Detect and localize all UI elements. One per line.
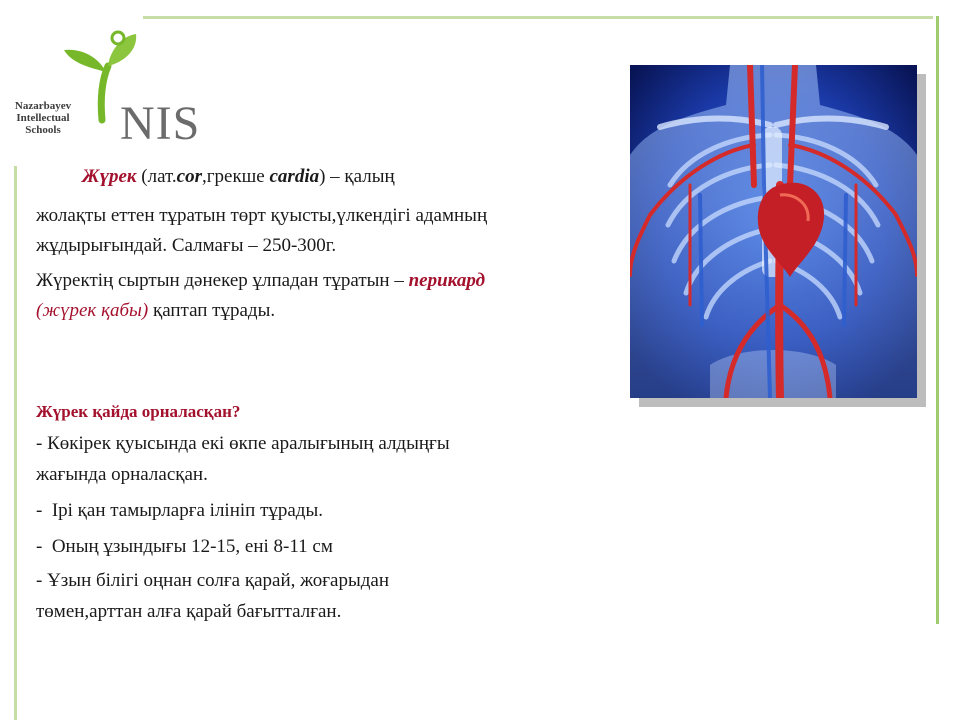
logo-line-3: Schools [25,124,61,136]
nis-logo [0,28,220,150]
intro-line-5: (жүрек қабы) қаптап тұрады. [36,300,276,321]
intro-line-2: жолақты еттен тұратын төрт қуысты,үлкендігі адамның [36,205,488,226]
frame-right-line [936,16,939,624]
frame-top-line [143,16,933,19]
logo-wordmark [8,100,78,136]
greek-term: cardia [269,166,320,187]
list-item: - Ұзын білігі оңнан солға қарай, жоғарыдан [36,570,390,591]
pericard-term: перикард [408,270,486,291]
heart-circulation-illustration [630,65,917,398]
anatomy-svg [630,65,917,398]
latin-term: cor [176,166,202,187]
term-heart: Жүрек [82,166,137,187]
intro-line-3: жұдырығындай. Салмағы – 250-300г. [36,235,337,256]
logo-line-2: Intellectual [16,112,70,124]
list-item: - Оның ұзындығы 12-15, ені 8-11 см [36,536,333,557]
list-item-continuation: төмен,арттан алға қарай бағытталған. [36,601,342,622]
question-heading: Жүрек қайда орналасқан? [36,402,241,421]
pericard-gloss: (жүрек қабы) [36,300,149,321]
logo-nis-mark: NIS [120,97,201,150]
list-item: - Ірі қан тамырларға ілініп тұрады. [36,500,323,521]
list-item-continuation: жағында орналасқан. [36,464,208,485]
logo-line-1: Nazarbayev [14,100,72,112]
frame-left-line [14,166,17,720]
list-item: - Көкірек қуысында екі өкпе аралығының алдыңғы [36,433,450,454]
intro-line-4: Жүректің сыртын дәнекер ұлпадан тұратын – перикард [36,270,486,291]
intro-line-1: Жүрек (лат.cor,грекше cardia) – қалың [82,166,395,187]
